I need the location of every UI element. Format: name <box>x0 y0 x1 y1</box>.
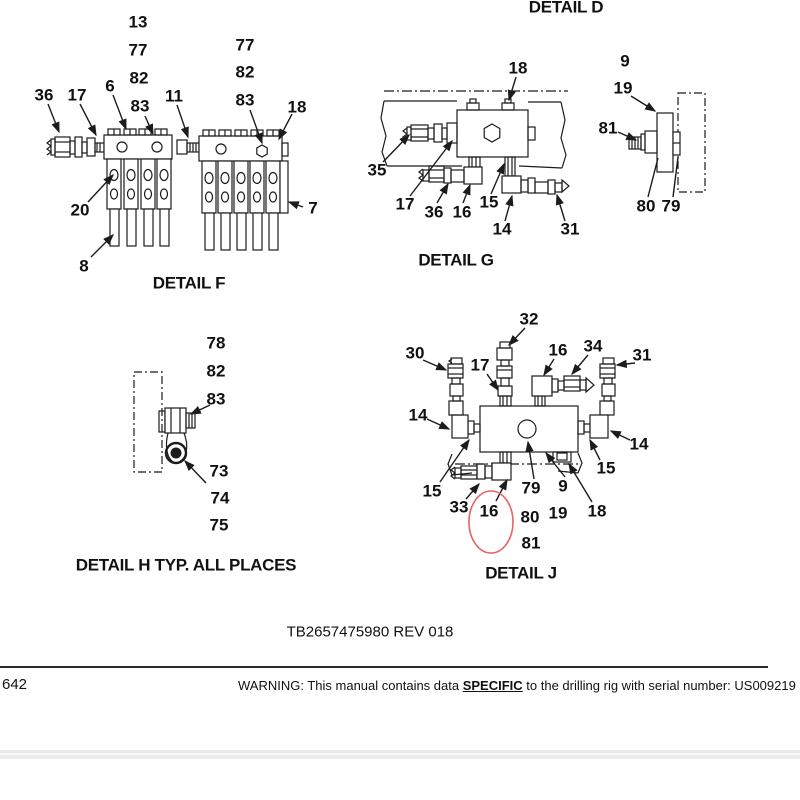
callout-d-81: 81 <box>598 118 618 138</box>
callout-g-17: 17 <box>395 194 415 214</box>
callout-f-18: 18 <box>287 97 307 117</box>
callout-g-36: 36 <box>424 202 444 222</box>
callout-h-74: 74 <box>210 488 230 508</box>
callout-j-18: 18 <box>587 501 607 521</box>
callout-f-82a: 82 <box>129 68 149 88</box>
callout-j-17: 17 <box>470 355 490 375</box>
callout-j-14b: 14 <box>629 434 649 454</box>
callout-j-30: 30 <box>405 343 425 363</box>
detail-j-caption: DETAIL J <box>485 563 557 583</box>
page-number: 642 <box>2 676 28 693</box>
callout-h-73: 73 <box>209 461 229 481</box>
callout-j-14a: 14 <box>408 405 428 425</box>
callout-f-8: 8 <box>79 256 89 276</box>
callout-j-31: 31 <box>632 345 652 365</box>
callout-d-19: 19 <box>613 78 633 98</box>
callout-j-79: 79 <box>521 478 541 498</box>
callout-f-6: 6 <box>105 76 115 96</box>
callout-h-78: 78 <box>206 333 226 353</box>
callout-f-20: 20 <box>70 200 90 220</box>
page-divider <box>0 750 800 759</box>
footer-rule <box>0 666 768 668</box>
callout-f-11: 11 <box>165 86 183 106</box>
callout-f-83b: 83 <box>235 90 255 110</box>
callout-g-18: 18 <box>508 58 528 78</box>
callout-f-17: 17 <box>67 85 87 105</box>
callout-g-31: 31 <box>560 219 580 239</box>
highlight-ellipse <box>469 491 513 553</box>
detail-h-drawing <box>134 372 210 483</box>
callout-h-82: 82 <box>206 361 226 381</box>
detail-g-caption: DETAIL G <box>418 250 494 270</box>
callout-j-34: 34 <box>583 336 603 356</box>
callout-j-81: 81 <box>521 533 541 553</box>
callout-d-79: 79 <box>661 196 681 216</box>
detail-f-caption: DETAIL F <box>152 273 226 293</box>
warning-label: WARNING: <box>238 678 304 693</box>
callout-f-13: 13 <box>128 12 148 32</box>
callout-g-15: 15 <box>479 192 499 212</box>
callout-j-16a: 16 <box>548 340 568 360</box>
callout-j-19: 19 <box>548 503 568 523</box>
callout-g-14: 14 <box>492 219 512 239</box>
callout-h-83: 83 <box>206 389 226 409</box>
detail-d-header: DETAIL D <box>528 0 604 17</box>
callout-f-77a: 77 <box>128 40 148 60</box>
callout-g-35: 35 <box>367 160 387 180</box>
callout-j-15a: 15 <box>596 458 616 478</box>
callout-d-9: 9 <box>620 51 630 71</box>
callout-j-32: 32 <box>519 309 539 329</box>
callout-h-75: 75 <box>209 515 229 535</box>
callout-j-16b: 16 <box>479 501 499 521</box>
footer-warning: WARNING: This manual contains data SPECIFIC to the drilling rig with serial number: US009219 <box>238 678 796 693</box>
detail-h-caption: DETAIL H TYP. ALL PLACES <box>75 555 297 575</box>
callout-j-33: 33 <box>449 497 469 517</box>
drawing-number: TB2657475980 REV 018 <box>286 623 454 641</box>
callout-d-80: 80 <box>636 196 656 216</box>
callout-j-80: 80 <box>520 507 540 527</box>
warning-emphasis: SPECIFIC <box>462 678 523 693</box>
callout-f-36: 36 <box>34 85 54 105</box>
callout-j-15b: 15 <box>422 481 442 501</box>
callout-f-7: 7 <box>308 198 318 218</box>
callout-g-16: 16 <box>452 202 472 222</box>
callout-f-83a: 83 <box>130 96 150 116</box>
callout-j-9: 9 <box>558 476 568 496</box>
detail-d-drawing <box>618 93 705 197</box>
detail-f-drawing <box>47 95 303 257</box>
callout-f-77b: 77 <box>235 35 255 55</box>
callout-f-82b: 82 <box>235 62 255 82</box>
